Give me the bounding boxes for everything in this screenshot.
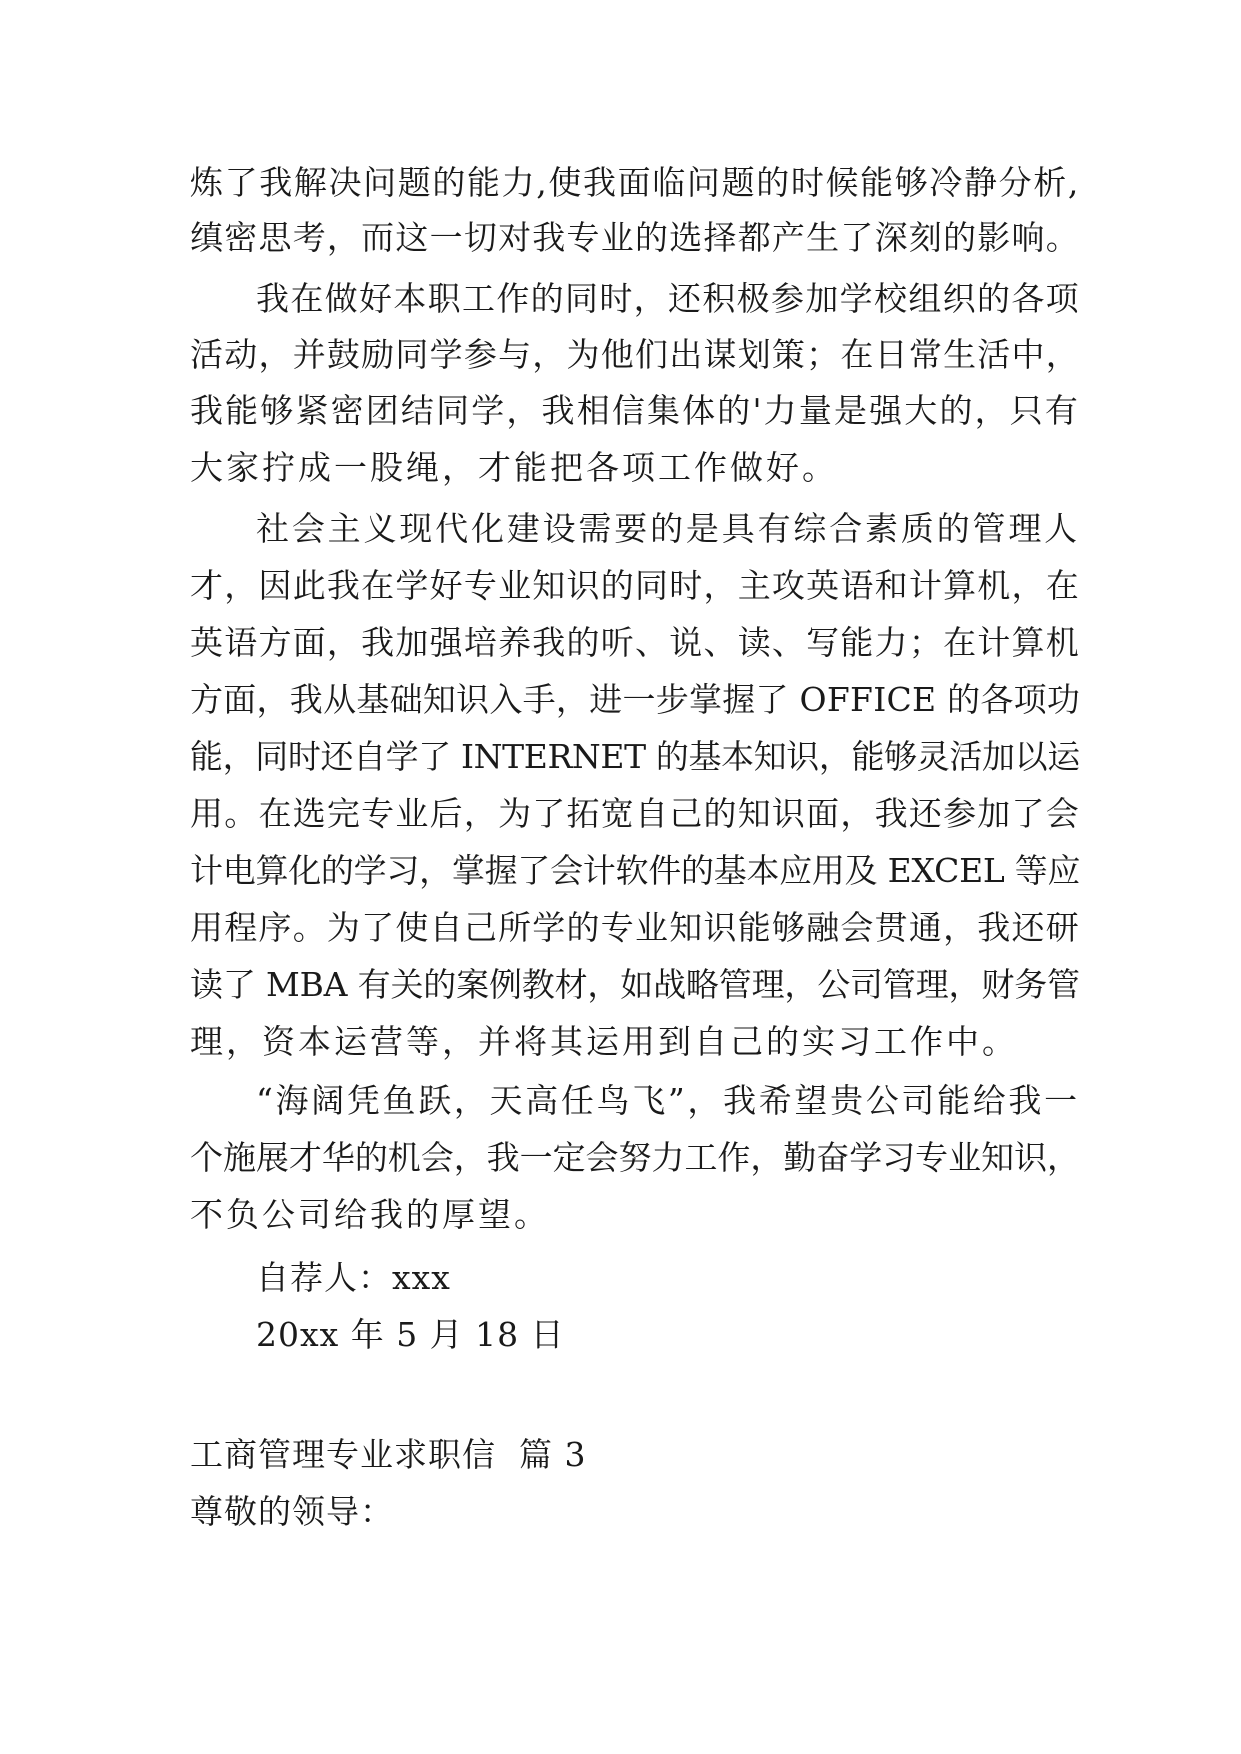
paragraph-line: 不负公司给我的厚望。 bbox=[190, 1195, 550, 1234]
paragraph-line: 个施展才华的机会，我一定会努力工作，勤奋学习专业知识， bbox=[190, 1138, 1081, 1177]
paragraph-line: 用程序。为了使自己所学的专业知识能够融会贯通，我还研 bbox=[190, 908, 1080, 947]
paragraph-line: 我在做好本职工作的同时，还积极参加学校组织的各项 bbox=[256, 279, 1080, 318]
salutation: 尊敬的领导： bbox=[190, 1492, 394, 1531]
paragraph-line: 理，资本运营等，并将其运用到自己的实习工作中。 bbox=[190, 1022, 1018, 1061]
paragraph-line: 英语方面，我加强培养我的听、说、读、写能力；在计算机 bbox=[190, 623, 1080, 662]
paragraph-line: 缜密思考，而这一切对我专业的选择都产生了深刻的影响。 bbox=[190, 218, 1080, 257]
section-title: 工商管理专业求职信 篇 3 bbox=[190, 1435, 587, 1474]
signature-line: 自荐人：xxx bbox=[256, 1258, 451, 1297]
paragraph-line: 炼了我解决问题的能力,使我面临问题的时候能够冷静分析, bbox=[190, 163, 1080, 202]
paragraph-line: 我能够紧密团结同学，我相信集体的'力量是强大的，只有 bbox=[190, 391, 1081, 430]
paragraph-line: 社会主义现代化建设需要的是具有综合素质的管理人 bbox=[256, 509, 1080, 548]
paragraph-line: 方面，我从基础知识入手，进一步掌握了 OFFICE 的各项功 bbox=[190, 680, 1081, 719]
paragraph-line: 才，因此我在学好专业知识的同时，主攻英语和计算机，在 bbox=[190, 566, 1080, 605]
paragraph-line: “海阔凭鱼跃，天高任鸟飞”，我希望贵公司能给我一 bbox=[256, 1081, 1080, 1120]
paragraph-line: 大家拧成一股绳，才能把各项工作做好。 bbox=[190, 448, 838, 487]
paragraph-line: 能，同时还自学了 INTERNET 的基本知识，能够灵活加以运 bbox=[190, 737, 1080, 776]
paragraph-line: 读了 MBA 有关的案例教材，如战略管理，公司管理，财务管 bbox=[190, 965, 1080, 1004]
paragraph-line: 用。在选完专业后，为了拓宽自己的知识面，我还参加了会 bbox=[190, 794, 1080, 833]
date-line: 20xx 年 5 月 18 日 bbox=[256, 1315, 565, 1354]
paragraph-line: 活动，并鼓励同学参与，为他们出谋划策；在日常生活中， bbox=[190, 335, 1080, 374]
paragraph-line: 计电算化的学习，掌握了会计软件的基本应用及 EXCEL 等应 bbox=[190, 851, 1081, 890]
